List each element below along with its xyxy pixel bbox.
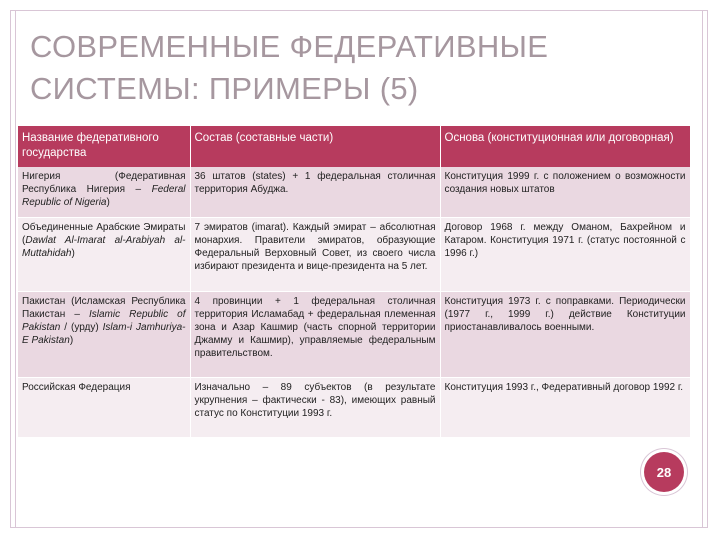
basis-cell: Конституция 1999 г. с положением о возможности создания новых штатов	[440, 167, 690, 217]
header-basis: Основа (конституционная или договорная)	[440, 126, 690, 167]
state-name-foreign: Federal Republic of Nigeria	[22, 184, 186, 208]
state-name-tail: )	[71, 247, 75, 259]
basis-cell: Конституция 1973 г. с поправками. Периодически (1977 г., 1999 г.) действие Конституции приостанавливалось военными.	[440, 291, 690, 377]
state-name-foreign: Dawlat Al-Imarat al-Arabiyah al-Muttahidah	[22, 234, 186, 259]
state-name-cell	[18, 377, 190, 437]
slide-title-line-1: СОВРЕМЕННЫЕ ФЕДЕРАТИВНЫЕ	[30, 29, 549, 64]
frame-right-line	[702, 11, 703, 527]
state-name-cell	[18, 217, 190, 291]
state-name-text: Объединенные Арабские Эмираты (	[22, 221, 186, 246]
state-name-tail-2: )	[69, 334, 74, 346]
federations-table	[18, 126, 691, 438]
page-number-badge: 28	[644, 452, 684, 492]
slide-title-line-2: СИСТЕМЫ: ПРИМЕРЫ (5)	[30, 71, 419, 106]
composition-cell: Изначально – 89 субъектов (в результате укрупнения – фактически - 83), имеющих равный статус по Конституции 1993 г.	[190, 377, 440, 437]
table-row	[18, 291, 690, 377]
state-name-tail: / (урду)	[60, 321, 103, 333]
state-name-text: Нигерия (Федеративная Республика Нигерия –	[22, 171, 186, 195]
table-row	[18, 377, 690, 437]
state-name-text: Пакистан (Исламская Республика Пакистан –	[22, 295, 186, 320]
table-row	[18, 167, 690, 217]
state-name-text: Российская Федерация	[22, 381, 131, 393]
composition-cell: 36 штатов (states) + 1 федеральная столичная территория Абуджа.	[190, 167, 440, 217]
state-name-cell	[18, 291, 190, 377]
basis-cell: Договор 1968 г. между Оманом, Бахрейном и Катаром. Конституция 1971 г. (статус постоянной с 1996 г.)	[440, 217, 690, 291]
composition-cell: 7 эмиратов (imarat). Каждый эмират – абсолютная монархия. Правители эмиратов, образующие Федеральный Верховный Совет, из своего числа избирают президента и вице-президента на 5 лет.	[190, 217, 440, 291]
state-name-foreign: Islamic Republic of Pakistan	[22, 308, 186, 333]
frame-left-line	[15, 11, 16, 527]
header-composition: Состав (составные части)	[190, 126, 440, 167]
basis-cell: Конституция 1993 г., Федеративный договор 1992 г.	[440, 377, 690, 437]
table-header-row	[18, 126, 690, 167]
slide-title	[30, 26, 670, 110]
state-name-foreign-urdu: Islam-i Jamhuriya-E Pakistan	[22, 321, 186, 346]
header-state-name: Название федеративного государства	[18, 126, 190, 167]
state-name-cell	[18, 167, 190, 217]
state-name-tail: )	[106, 197, 110, 208]
table-row	[18, 217, 690, 291]
composition-cell: 4 провинции + 1 федеральная столичная территория Исламабад + федеральная племенная зона и Азар Кашмир (часть спорной территории Джамму и Кашмир), управляемые федеральным правительством.	[190, 291, 440, 377]
